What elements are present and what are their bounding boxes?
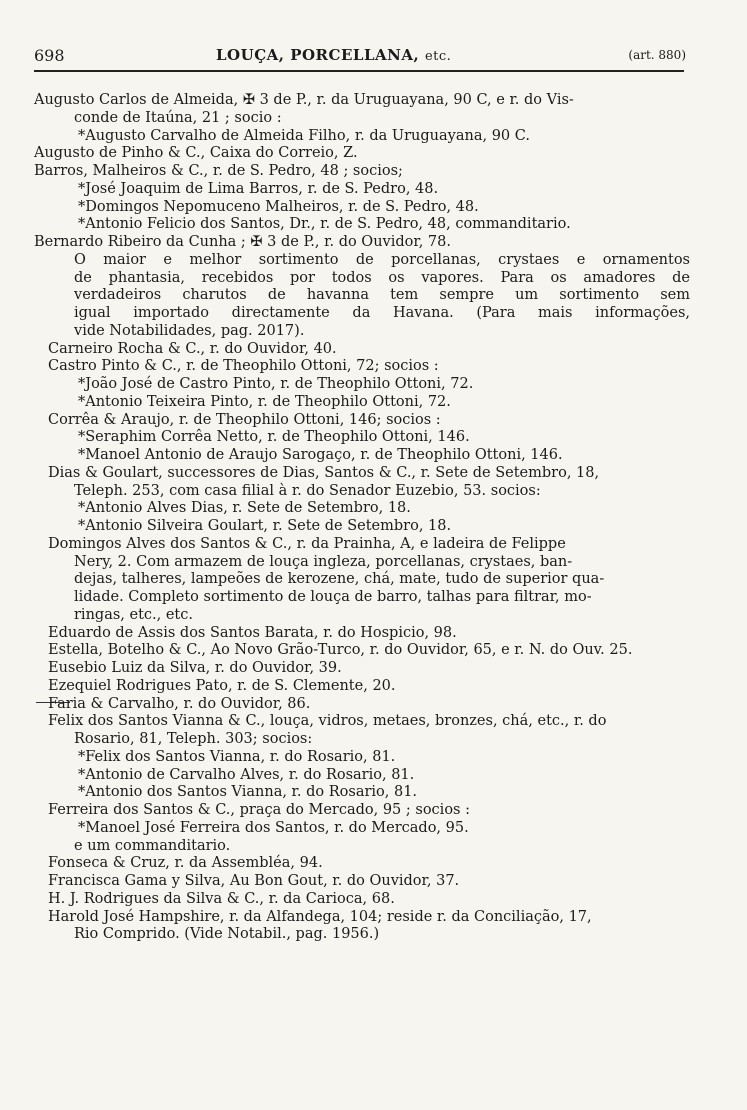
entry-line: Dias & Goulart, successores de Dias, Santos & C., r. Sete de Setembro, 18, <box>48 464 600 481</box>
entry-line: Carneiro Rocha & C., r. do Ouvidor, 40. <box>48 340 337 357</box>
partner-line: *Augusto Carvalho de Almeida Filho, r. da Uruguayana, 90 C. <box>78 127 530 144</box>
partner-line: *Manoel Antonio de Araujo Sarogaço, r. de Theophilo Ottoni, 146. <box>78 447 563 463</box>
partner-line: *Antonio Silveira Goulart, r. Sete de Setembro, 18. <box>78 518 452 534</box>
partner-line: *Antonio Alves Dias, r. Sete de Setembro, 18. <box>78 500 411 517</box>
entry-line: Estella, Botelho & C., Ao Novo Grão-Turco, r. do Ouvidor, 65, e r. N. do Ouv. 25. <box>48 642 633 659</box>
continuation-line: Nery, 2. Com armazem de louça ingleza, porcellanas, crystaes, ban- <box>74 553 573 570</box>
page-title <box>216 46 451 64</box>
continuation-line: dejas, talheres, lampeões de kerozene, chá, mate, tudo de superior qua- <box>74 571 605 588</box>
entry-line: Eusebio Luiz da Silva, r. do Ouvidor, 39. <box>48 660 342 676</box>
entry-line: Domingos Alves dos Santos & C., r. da Prainha, A, e ladeira de Felippe <box>48 535 566 552</box>
continuation-line: conde de Itaúna, 21 ; socio : <box>74 109 282 126</box>
entry-line: Faria & Carvalho, r. do Ouvidor, 86. <box>48 695 311 712</box>
continuation-line: Teleph. 253, com casa filial à r. do Senador Euzebio, 53. socios: <box>74 482 541 499</box>
entry-line: Augusto de Pinho & C., Caixa do Correio, Z. <box>34 145 358 162</box>
partner-line: *Felix dos Santos Vianna, r. do Rosario, 81. <box>78 748 396 765</box>
entry-line: Corrêa & Araujo, r. de Theophilo Ottoni, 146; socios : <box>48 411 441 428</box>
continuation-line: ringas, etc., etc. <box>74 606 193 623</box>
page-title-etc: etc. <box>424 49 452 64</box>
entry-line: Ezequiel Rodrigues Pato, r. de S. Clemente, 20. <box>48 677 396 694</box>
entry-line: Eduardo de Assis dos Santos Barata, r. do Hospicio, 98. <box>48 624 457 641</box>
entry-line: Francisca Gama y Silva, Au Bon Gout, r. do Ouvidor, 37. <box>48 873 460 889</box>
page-title-main: LOUÇA, PORCELLANA, <box>216 46 420 64</box>
entry-line: Harold José Hampshire, r. da Alfandega, 104; reside r. da Conciliação, 17, <box>48 908 592 925</box>
article-reference: (art. 880) <box>628 48 686 62</box>
entry-line: Augusto Carlos de Almeida, ✠ 3 de P., r. da Uruguayana, 90 C, e r. do Vis- <box>34 92 574 108</box>
page-number: 698 <box>34 46 65 65</box>
continuation-line: lidade. Completo sortimento de louça de barro, talhas para filtrar, mo- <box>74 589 592 605</box>
continuation-line: igual importado directamente da Havana. (Para mais informações, <box>74 305 690 321</box>
partner-line: *Antonio dos Santos Vianna, r. do Rosario, 81. <box>78 784 418 801</box>
partner-line: *Seraphim Corrêa Netto, r. de Theophilo Ottoni, 146. <box>78 429 470 446</box>
partner-line: *Manoel José Ferreira dos Santos, r. do Mercado, 95. <box>78 819 469 836</box>
partner-line: *Antonio Felicio dos Santos, Dr., r. de S. Pedro, 48, commanditario. <box>78 216 571 233</box>
directory-listing <box>34 92 694 944</box>
partner-line: *Antonio Teixeira Pinto, r. de Theophilo Ottoni, 72. <box>78 393 451 410</box>
page-header <box>34 44 684 72</box>
partner-line: *Antonio de Carvalho Alves, r. do Rosario, 81. <box>78 766 415 783</box>
continuation-line: Rio Comprido. (Vide Notabil., pag. 1956.) <box>74 926 380 943</box>
entry-line: Barros, Malheiros & C., r. de S. Pedro, 48 ; socios; <box>34 163 403 179</box>
entry-line: Bernardo Ribeiro da Cunha ; ✠ 3 de P., r. do Ouvidor, 78. <box>34 234 451 250</box>
continuation-line: de phantasia, recebidos por todos os vapores. Para os amadores de <box>74 269 690 286</box>
partner-line: *Domingos Nepomuceno Malheiros, r. de S. Pedro, 48. <box>78 198 479 215</box>
entry-line: Castro Pinto & C., r. de Theophilo Ottoni, 72; socios : <box>48 358 439 375</box>
continuation-line: vide Notabilidades, pag. 2017). <box>74 322 305 339</box>
entry-line: H. J. Rodrigues da Silva & C., r. da Carioca, 68. <box>48 890 395 907</box>
entry-line: Ferreira dos Santos & C., praça do Mercado, 95 ; socios : <box>48 802 470 818</box>
continuation-line: O maior e melhor sortimento de porcellanas, crystaes e ornamentos <box>74 251 690 268</box>
continuation-line: e um commanditario. <box>74 837 231 854</box>
continuation-line: verdadeiros charutos de havanna tem sempre um sortimento sem <box>74 287 690 304</box>
partner-line: *João José de Castro Pinto, r. de Theophilo Ottoni, 72. <box>78 376 474 392</box>
entry-line: Felix dos Santos Vianna & C., louça, vidros, metaes, bronzes, chá, etc., r. do <box>48 713 607 730</box>
continuation-line: Rosario, 81, Teleph. 303; socios: <box>74 731 313 747</box>
entry-line: Fonseca & Cruz, r. da Assembléa, 94. <box>48 855 323 872</box>
partner-line: *José Joaquim de Lima Barros, r. de S. Pedro, 48. <box>78 180 439 197</box>
